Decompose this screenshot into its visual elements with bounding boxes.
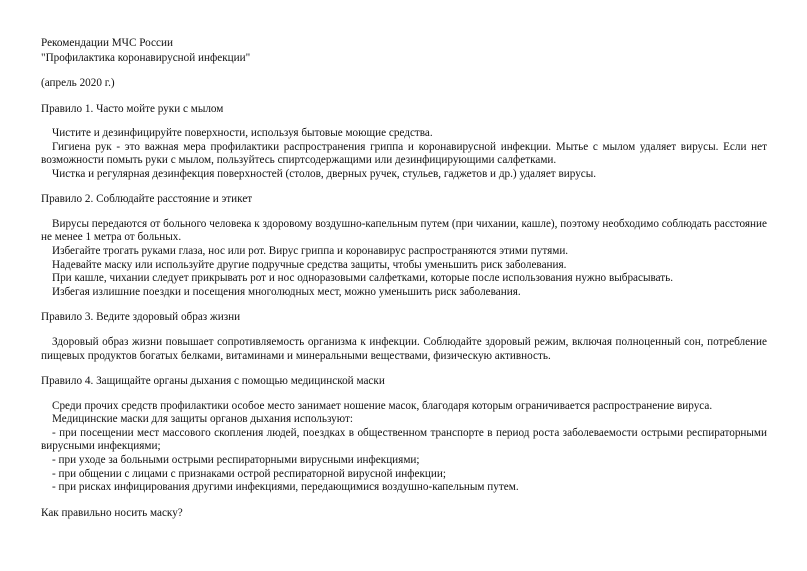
- header-line-1: Рекомендации МЧС России: [41, 37, 173, 49]
- final-question: Как правильно носить маску?: [41, 506, 183, 519]
- header-line-2: "Профилактика коронавирусной инфекции": [41, 51, 251, 64]
- rule-4-list-item: - при общении с лицами с признаками острой респираторной вирусной инфекции;: [52, 467, 446, 480]
- rule-4-title: Правило 4. Защищайте органы дыхания с помощью медицинской маски: [41, 375, 385, 388]
- rule-2-paragraph: Вирусы передаются от больного человека к здоровому воздушно-капельным путем (при чихании, кашле), поэтому необходимо соблюдать расстояние не менее 1 метра от больных.: [41, 217, 767, 244]
- rule-4-list-item: - при рисках инфицирования другими инфекциями, передающимися воздушно-капельным путем.: [52, 481, 519, 494]
- header-date: (апрель 2020 г.): [41, 77, 115, 89]
- rule-1-paragraph: Гигиена рук - это важная мера профилактики распространения гриппа и коронавирусной инфекции. Мытье с мылом удаляет вирусы. Если нет возможности помыть руки с мылом, пользуйтесь спиртсодержащими или дезинфицирующими салфетками.: [41, 140, 767, 167]
- rule-1-paragraph: Чистка и регулярная дезинфекция поверхностей (столов, дверных ручек, стульев, гаджетов и др.) удаляет вирусы.: [52, 167, 597, 180]
- rule-4-list-item: - при посещении мест массового скопления людей, поездках в общественном транспорте в период роста заболеваемости острыми респираторными вирусными инфекциями;: [41, 426, 767, 453]
- rule-1-title: Правило 1. Часто мойте руки с мылом: [41, 102, 224, 115]
- rule-3-paragraph: Здоровый образ жизни повышает сопротивляемость организма к инфекции. Соблюдайте здоровый режим, включая полноценный сон, потребление пищевых продуктов богатых белками, витаминами и минеральными веществами, физическую активность.: [41, 335, 767, 362]
- rule-2-paragraph: Избегайте трогать руками глаза, нос или рот. Вирус гриппа и коронавирус распространяются этими путями.: [52, 245, 569, 258]
- rule-2-paragraph: Избегая излишние поездки и посещения многолюдных мест, можно уменьшить риск заболевания.: [52, 285, 521, 298]
- rule-2-paragraph: Надевайте маску или используйте другие подручные средства защиты, чтобы уменьшить риск заболевания.: [52, 258, 567, 271]
- rule-2-title: Правило 2. Соблюдайте расстояние и этикет: [41, 193, 253, 206]
- rule-4-paragraph: Медицинские маски для защиты органов дыхания используют:: [52, 413, 353, 426]
- rule-4-list-item: - при уходе за больными острыми респираторными вирусными инфекциями;: [52, 454, 420, 466]
- rule-2-paragraph: При кашле, чихании следует прикрывать рот и нос одноразовыми салфетками, которые после использования нужно выбрасывать.: [52, 272, 674, 285]
- document-page: [41, 36, 767, 520]
- rule-1-paragraph: Чистите и дезинфицируйте поверхности, используя бытовые моющие средства.: [52, 127, 433, 139]
- rule-3-title: Правило 3. Ведите здоровый образ жизни: [41, 311, 241, 324]
- rule-4-paragraph: Среди прочих средств профилактики особое место занимает ношение масок, благодаря которым ограничивается распространение вируса.: [52, 399, 713, 412]
